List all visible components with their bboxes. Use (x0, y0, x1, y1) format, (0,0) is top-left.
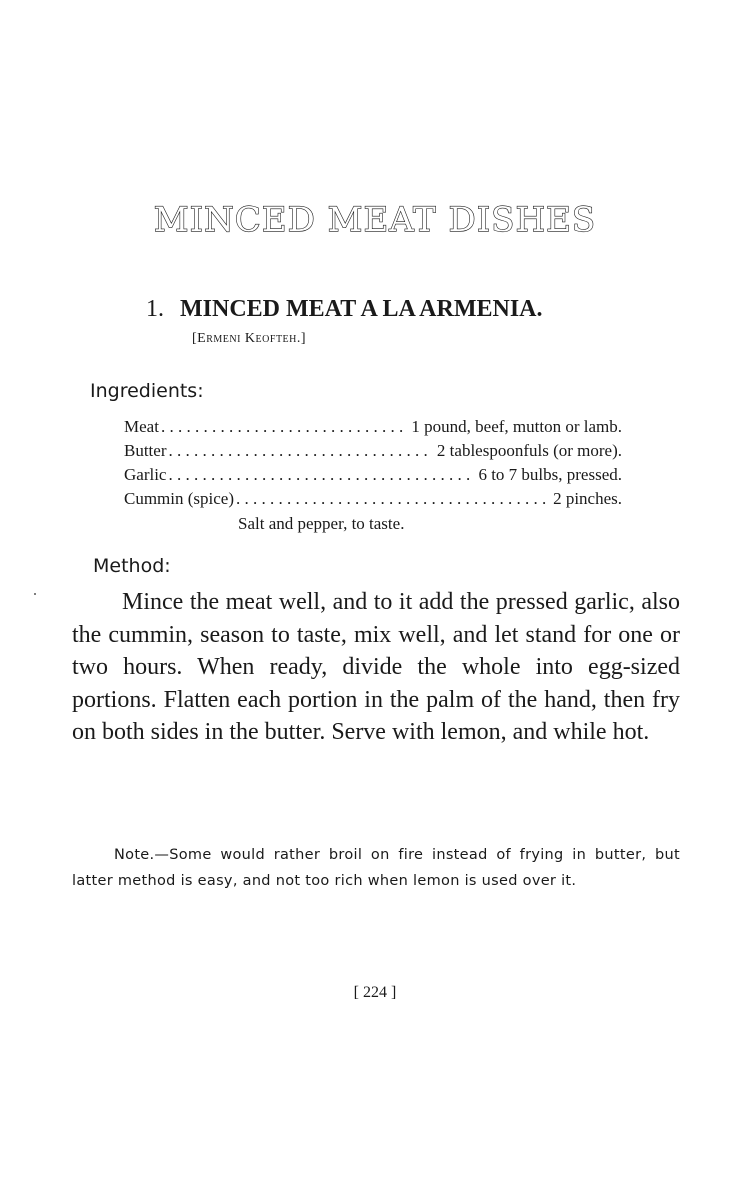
chapter-title: MINCED MEAT DISHES (153, 200, 597, 240)
ingredient-name: Cummin (spice) (124, 489, 235, 508)
ingredient-row (124, 441, 622, 461)
note-paragraph: Note.—Some would rather broil on fire instead of frying in butter, but latter method is easy, and not too rich when lemon is used over it. (72, 847, 680, 889)
leader-dots (169, 441, 431, 461)
print-speck (34, 593, 36, 595)
ingredient-amount: 1 pound, beef, mutton or lamb. (411, 417, 622, 436)
ingredient-row (124, 489, 622, 509)
ingredients-label: Ingredients: (90, 380, 204, 402)
recipe-title: MINCED MEAT A LA ARMENIA. (180, 296, 543, 322)
leader-dots (236, 489, 547, 509)
ingredient-name: Butter (124, 441, 167, 460)
ingredient-amount: 6 to 7 bulbs, pressed. (478, 465, 622, 484)
seasoning-line: Salt and pepper, to taste. (238, 514, 405, 533)
leader-dots (168, 465, 472, 485)
recipe-subtitle: [Ermeni Keofteh.] (192, 331, 307, 346)
page-number: [ 224 ] (353, 984, 397, 1001)
ingredient-name: Meat (124, 417, 159, 436)
ingredient-name: Garlic (124, 465, 167, 484)
ingredient-amount: 2 pinches. (553, 489, 622, 508)
recipe-heading (146, 296, 542, 323)
method-paragraph: Mince the meat well, and to it add the pressed garlic, also the cummin, season to taste, mix well, and let stand for one or two hours. When ready, divide the whole into egg-sized portions. Flatten each portion in the palm of the hand, then fry on both sides in the butter. Serve with lemon, and while hot. (72, 589, 680, 745)
recipe-number: 1. (146, 296, 164, 322)
leader-dots (161, 417, 405, 437)
ingredient-row (124, 417, 622, 437)
ingredient-amount: 2 tablespoonfuls (or more). (436, 441, 622, 460)
ingredient-row (124, 465, 622, 485)
method-label: Method: (93, 555, 171, 577)
